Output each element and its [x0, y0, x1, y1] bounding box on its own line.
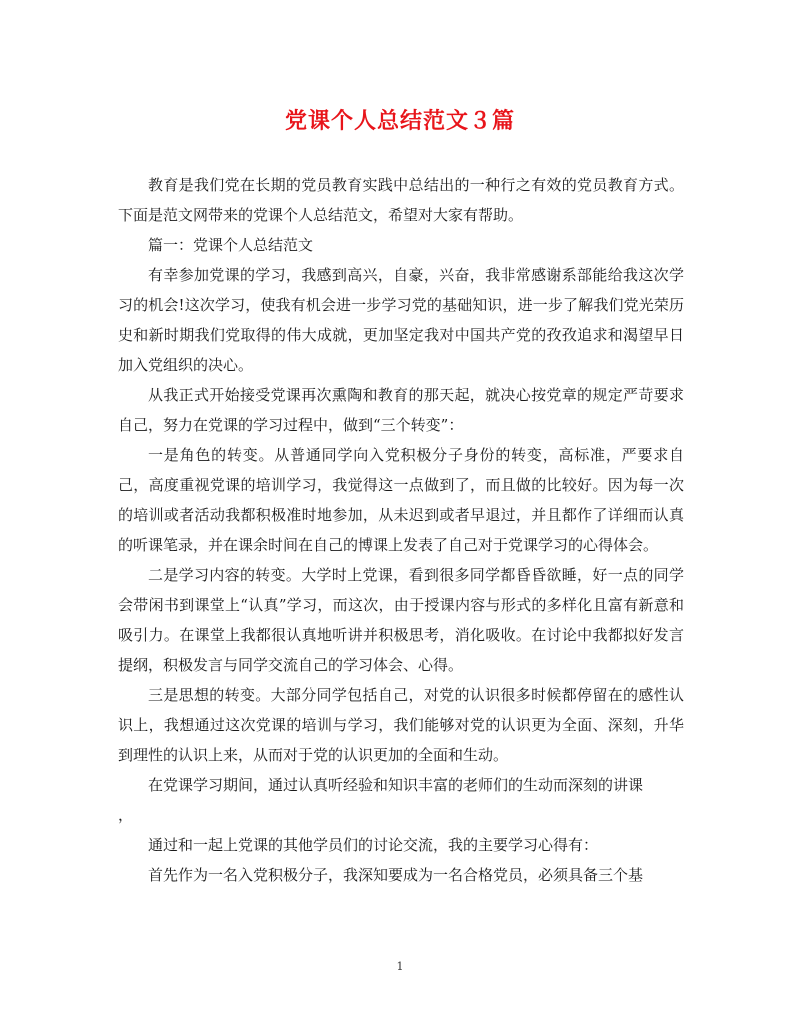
paragraph: 教育是我们党在长期的党员教育实践中总结出的一种行之有效的党员教育方式。下面是范文网带来的党课个人总结范文，希望对大家有帮助。	[118, 176, 684, 224]
paragraph: ，	[118, 806, 134, 824]
page-number: 1	[396, 960, 404, 973]
paragraph: 有幸参加党课的学习，我感到高兴，自豪，兴奋，我非常感谢系部能给我这次学习的机会!这次学习，使我有机会进一步学习党的基础知识，进一步了解我们党光荣历史和新时期我们党取得的伟大成就，更加坚定我对中国共产党的孜孜追求和渴望早日加入党组织的决心。	[118, 266, 684, 374]
paragraph: 从我正式开始接受党课再次熏陶和教育的那天起，就决心按党章的规定严苛要求自己，努力在党课的学习过程中，做到“三个转变”：	[118, 386, 684, 434]
paragraph: 首先作为一名入党积极分子，我深知要成为一名合格党员，必须具备三个基	[148, 866, 644, 884]
document-title: 党课个人总结范文３篇	[284, 108, 515, 134]
paragraph: 三是思想的转变。大部分同学包括自己，对党的认识很多时候都停留在的感性认识上，我想通过这次党课的培训与学习，我们能够对党的认识更为全面、深刻，升华到理性的认识上来，从而对于党的认识更加的全面和生动。	[118, 686, 684, 764]
document-body	[118, 170, 684, 890]
paragraph: 在党课学习期间，通过认真听经验和知识丰富的老师们的生动而深刻的讲课	[148, 776, 644, 794]
paragraph: 二是学习内容的转变。大学时上党课，看到很多同学都昏昏欲睡，好一点的同学会带闲书到课堂上“认真”学习，而这次，由于授课内容与形式的多样化且富有新意和吸引力。在课堂上我都很认真地听讲并积极思考，消化吸收。在讨论中我都拟好发言提纲，积极发言与同学交流自己的学习体会、心得。	[118, 566, 684, 674]
paragraph: 通过和一起上党课的其他学员们的讨论交流，我的主要学习心得有：	[148, 836, 599, 854]
paragraph: 一是角色的转变。从普通同学向入党积极分子身份的转变，高标准，严要求自己，高度重视党课的培训学习，我觉得这一点做到了，而且做的比较好。因为每一次的培训或者活动我都积极准时地参加，从未迟到或者早退过，并且都作了详细而认真的听课笔录，并在课余时间在自己的博课上发表了自己对于党课学习的心得体会。	[118, 446, 684, 554]
section-heading: 篇一：党课个人总结范文	[148, 236, 314, 254]
